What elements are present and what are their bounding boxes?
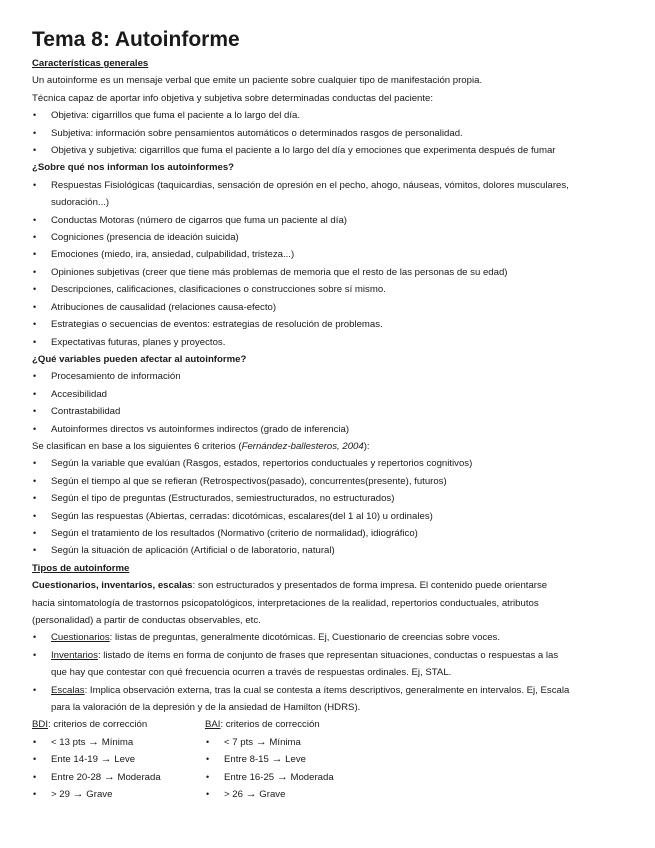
bai-item: • Entre 8-15 → Leve bbox=[205, 751, 405, 768]
list-item-continuation: sudoración...) bbox=[51, 197, 110, 209]
list-item: • Según el tiempo al que se refieran (Retrospectivos(pasado), concurrentes(presente), futuros) bbox=[32, 473, 632, 490]
list-item: • Emociones (miedo, ira, ansiedad, culpabilidad, tristeza...) bbox=[32, 246, 632, 263]
list-item-inventarios: • Inventarios: listado de ítems en forma de conjunto de frases que representan situaciones, conductas o respuestas a las bbox=[32, 647, 632, 664]
list-item-continuation: para la valoración de la depresión y de la ansiedad de Hamilton (HDRS). bbox=[51, 702, 361, 714]
bai-heading: BAI: criterios de corrección bbox=[205, 719, 320, 731]
citation: Fernández-ballesteros, 2004 bbox=[241, 440, 364, 452]
criteria-columns bbox=[32, 716, 632, 803]
bdi-heading: BDI: criterios de corrección bbox=[32, 719, 148, 731]
list-item-continuation: que hay que contestar con qué frecuencia ocurren a través de respuestas ordinales. Ej, STAL. bbox=[51, 667, 452, 679]
criteria-intro: Se clasifican en base a los siguientes 6 criterios (Fernández-ballesteros, 2004): bbox=[32, 440, 370, 452]
list-item: • Según el tratamiento de los resultados (Normativo (criterio de normalidad), idiográfico) bbox=[32, 525, 632, 542]
paragraph: Técnica capaz de aportar info objetiva y subjetiva sobre determinadas conductas del paciente: bbox=[32, 92, 434, 104]
paragraph: hacia sintomatología de trastornos psicopatológicos, interpretaciones de la realidad, repertorios conductuales, atributos bbox=[32, 597, 539, 609]
section-heading-types: Tipos de autoinforme bbox=[32, 562, 130, 574]
list-item: • Expectativas futuras, planes y proyectos. bbox=[32, 334, 632, 351]
bdi-item: • < 13 pts → Mínima bbox=[32, 734, 205, 751]
list-item: • Conductas Motoras (número de cigarros que fuma un paciente al día) bbox=[32, 212, 632, 229]
list-item: • Contrastabilidad bbox=[32, 403, 632, 420]
bai-column bbox=[205, 716, 405, 803]
bai-item: • > 26 → Grave bbox=[205, 786, 405, 803]
paragraph: Un autoinforme es un mensaje verbal que emite un paciente sobre cualquier tipo de manifestación propia. bbox=[32, 75, 483, 87]
list-item: • Descripciones, calificaciones, clasificaciones o construcciones sobre sí mismo. bbox=[32, 281, 632, 298]
list-item-escalas: • Escalas: Implica observación externa, tras la cual se contesta a ítems descriptivos, generalmente en intervalos. Ej, Escala bbox=[32, 682, 632, 699]
page-title: Tema 8: Autoinforme bbox=[32, 28, 240, 51]
list-item: • Según la variable que evalúan (Rasgos, estados, repertorios conductuales y repertorios cognitivos) bbox=[32, 455, 632, 472]
list-item-cuestionarios: • Cuestionarios: listas de preguntas, generalmente dicotómicas. Ej, Cuestionario de creencias sobre voces. bbox=[32, 629, 632, 646]
bdi-item: • Ente 14-19 → Leve bbox=[32, 751, 205, 768]
list-item: • Según el tipo de preguntas (Estructurados, semiestructurados, no estructurados) bbox=[32, 490, 632, 507]
list-item: • Objetiva: cigarrillos que fuma el paciente a lo largo del día. bbox=[32, 107, 632, 124]
list-item: • Según la situación de aplicación (Artificial o de laboratorio, natural) bbox=[32, 542, 632, 559]
bdi-item: • > 29 → Grave bbox=[32, 786, 205, 803]
list-item: • Subjetiva: información sobre pensamientos automáticos o determinados rasgos de personalidad. bbox=[32, 125, 632, 142]
question-heading-variables: ¿Qué variables pueden afectar al autoinforme? bbox=[32, 353, 247, 365]
list-item: • Estrategias o secuencias de eventos: estrategias de resolución de problemas. bbox=[32, 316, 632, 333]
question-heading-inform: ¿Sobre qué nos informan los autoinformes? bbox=[32, 162, 235, 174]
list-item: • Atribuciones de causalidad (relaciones causa-efecto) bbox=[32, 299, 632, 316]
document-page bbox=[32, 28, 632, 803]
paragraph: Cuestionarios, inventarios, escalas: son estructurados y presentados de forma impresa. El contenido puede orientarse bbox=[32, 580, 548, 592]
list-item: • Accesibilidad bbox=[32, 386, 632, 403]
list-item: • Según las respuestas (Abiertas, cerradas: dicotómicas, escalares(del 1 al 10) u ordinales) bbox=[32, 508, 632, 525]
paragraph: (personalidad) a partir de conductas observables, etc. bbox=[32, 615, 261, 626]
list-item: • Cogniciones (presencia de ideación suicida) bbox=[32, 229, 632, 246]
list-item: • Objetiva y subjetiva: cigarrillos que fuma el paciente a lo largo del día y emociones que experimenta después de fumar bbox=[32, 142, 632, 159]
bai-item: • Entre 16-25 → Moderada bbox=[205, 769, 405, 786]
list-item: • Autoinformes directos vs autoinformes indirectos (grado de inferencia) bbox=[32, 421, 632, 438]
bai-item: • < 7 pts → Mínima bbox=[205, 734, 405, 751]
list-item: • Respuestas Fisiológicas (taquicardias, sensación de opresión en el pecho, ahogo, náuseas, vómitos, dolores musculares, bbox=[32, 177, 632, 194]
section-heading-general: Características generales bbox=[32, 58, 149, 69]
list-item: • Opiniones subjetivas (creer que tiene más problemas de memoria que el resto de las personas de su edad) bbox=[32, 264, 632, 281]
list-item: • Procesamiento de información bbox=[32, 368, 632, 385]
bdi-item: • Entre 20-28 → Moderada bbox=[32, 769, 205, 786]
bdi-column bbox=[32, 716, 205, 803]
